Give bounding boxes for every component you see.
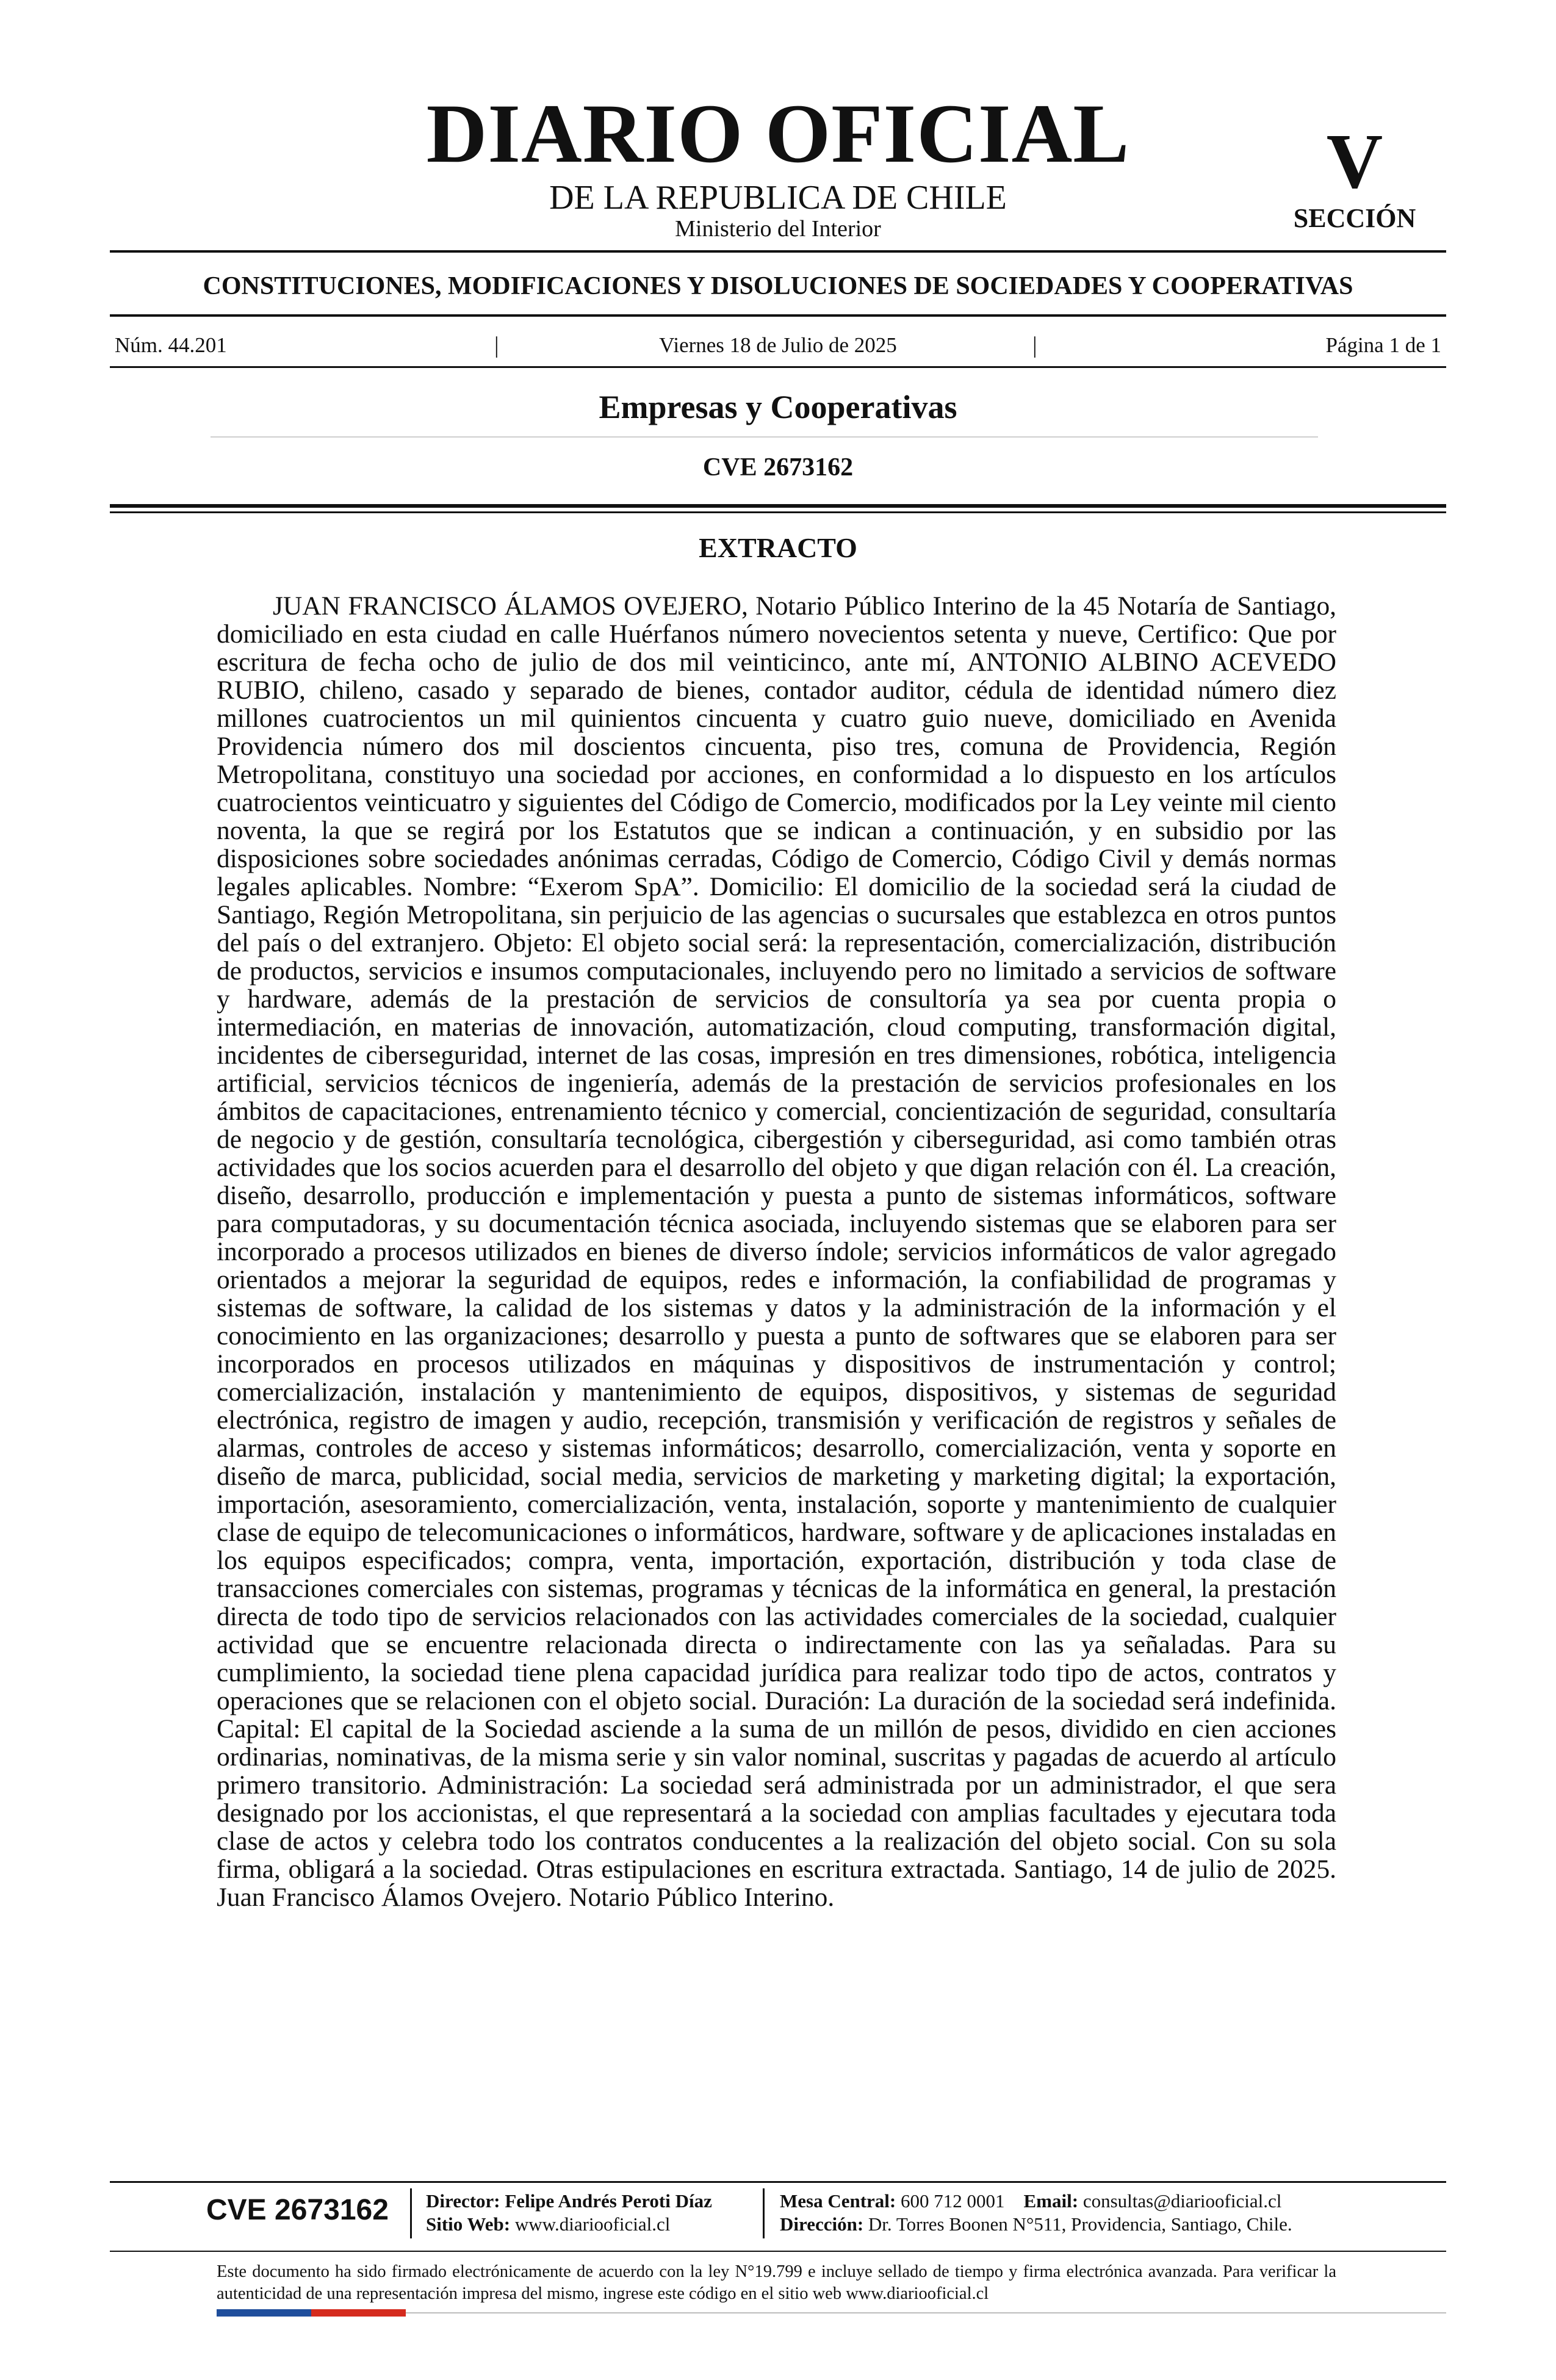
address-label: Dirección: xyxy=(780,2213,864,2235)
issue-rule xyxy=(110,366,1446,368)
section-title-rule xyxy=(211,436,1318,438)
flag-stripe-red xyxy=(311,2309,406,2317)
masthead-ministry: Ministerio del Interior xyxy=(675,216,881,242)
director-label: Director: xyxy=(426,2190,500,2212)
phone-label: Mesa Central: xyxy=(780,2190,896,2212)
category-rule xyxy=(110,314,1446,317)
footer-divider-2 xyxy=(763,2188,765,2238)
extract-heading: EXTRACTO xyxy=(699,532,857,563)
director-name: Felipe Andrés Peroti Díaz xyxy=(505,2190,712,2212)
footer-rule xyxy=(110,2181,1446,2183)
footer-cve-code: CVE 2673162 xyxy=(206,2194,389,2226)
header-double-rule-bottom xyxy=(110,511,1446,513)
issue-separator-2: | xyxy=(1032,333,1037,358)
masthead-subtitle: DE LA REPUBLICA DE CHILE xyxy=(549,179,1007,217)
cve-code: CVE 2673162 xyxy=(702,453,854,481)
flag-baseline xyxy=(406,2312,1446,2313)
footer-director-block xyxy=(426,2190,712,2236)
section-mark xyxy=(1263,118,1446,233)
email-link[interactable]: consultas@diariooficial.cl xyxy=(1082,2190,1282,2212)
masthead-title: DIARIO OFICIAL xyxy=(426,87,1130,180)
phone-number: 600 712 0001 xyxy=(901,2190,1005,2212)
email-label: Email: xyxy=(1023,2190,1079,2212)
section-title: Empresas y Cooperativas xyxy=(599,389,957,425)
section-letter: V xyxy=(1326,118,1383,204)
issue-page: Página 1 de 1 xyxy=(1325,333,1441,357)
signature-note: Este documento ha sido firmado electrónicamente de acuerdo con la ley N°19.799 e incluye sellado de tiempo y firma electrónica avanzada. Para verificar la autenticidad de una representación impresa del mismo, ingrese este código en el sitio web www.diariooficial.cl xyxy=(217,2262,1336,2303)
category-title: CONSTITUCIONES, MODIFICACIONES Y DISOLUCIONES DE SOCIEDADES Y COOPERATIVAS xyxy=(203,272,1353,300)
footer-note-rule xyxy=(110,2251,1446,2252)
header-double-rule-top xyxy=(110,504,1446,508)
issue-separator-1: | xyxy=(494,333,499,358)
website-label: Sitio Web: xyxy=(426,2213,511,2235)
issue-number: Núm. 44.201 xyxy=(115,333,227,357)
address-text: Dr. Torres Boonen N°511, Providencia, Santiago, Chile. xyxy=(868,2213,1292,2235)
flag-stripe-blue xyxy=(217,2309,311,2317)
footer-contact-block xyxy=(780,2190,1292,2236)
issue-info xyxy=(110,333,1446,358)
masthead-rule xyxy=(110,250,1446,253)
section-word: SECCIÓN xyxy=(1293,203,1416,233)
footer-divider-1 xyxy=(410,2188,412,2238)
issue-date: Viernes 18 de Julio de 2025 xyxy=(659,333,897,357)
website-link[interactable]: www.diariooficial.cl xyxy=(514,2213,671,2235)
extract-body: JUAN FRANCISCO ÁLAMOS OVEJERO, Notario Público Interino de la 45 Notaría de Santiago, domiciliado en esta ciudad en calle Huérfanos número novecientos setenta y nueve, Certifico: Que por escritura de fecha ocho de julio de dos mil veinticinco, ante mí, ANTONIO ALBINO ACEVEDO RUBIO, chileno, casado y separado de bienes, contador auditor, cédula de identidad número diez millones cuatrocientos un mil quinientos cincuenta y cuatro guio nueve, domiciliado en Avenida Providencia número dos mil doscientos cincuenta, piso tres, comuna de Providencia, Región Metropolitana, constituyo una sociedad por acciones, en conformidad a lo dispuesto en los artículos cuatrocientos veinticuatro y siguientes del Código de Comercio, modificados por la Ley veinte mil ciento noventa, la que se regirá por los Estatutos que se indican a continuación, y en subsidio por las disposiciones sobre sociedades anónimas cerradas, Código de Comercio, Código Civil y demás normas legales aplicables. Nombre: “Exerom SpA”. Domicilio: El domicilio de la sociedad será la ciudad de Santiago, Región Metropolitana, sin perjuicio de las agencias o sucursales que establezca en otros puntos del país o del extranjero. Objeto: El objeto social será: la representación, comercialización, distribución de productos, servicios e insumos computacionales, incluyendo pero no limitado a servicios de software y hardware, además de la prestación de servicios de consultoría ya sea por cuenta propia o intermediación, en materias de innovación, automatización, cloud computing, transformación digital, incidentes de ciberseguridad, internet de las cosas, impresión en tres dimensiones, robótica, inteligencia artificial, servicios técnicos de ingeniería, además de la prestación de servicios profesionales en los ámbitos de capacitaciones, entrenamiento técnico y comercial, concientización de seguridad, consultaría de negocio y de gestión, consultaría tecnológica, cibergestión y ciberseguridad, asi como también otras actividades que los socios acuerden para el desarrollo del objeto y que digan relación con él. La creación, diseño, desarrollo, producción e implementación y puesta a punto de sistemas informáticos, software para computadoras, y su documentación técnica asociada, incluyendo sistemas que se elaboren para ser incorporado a procesos utilizados en bienes de diverso índole; servicios informáticos de valor agregado orientados a mejorar la seguridad de equipos, redes e información, la confiabilidad de programas y sistemas de software, la calidad de los sistemas y datos y la administración de la información y el conocimiento en las organizaciones; desarrollo y puesta a punto de softwares que se elaboren para ser incorporados en procesos utilizados en máquinas y dispositivos de instrumentación y control; comercialización, instalación y mantenimiento de equipos, dispositivos, y sistemas de seguridad electrónica, registro de imagen y audio, recepción, transmisión y verificación de registros y señales de alarmas, controles de acceso y sistemas informáticos; desarrollo, comercialización, venta y soporte en diseño de marca, publicidad, social media, servicios de marketing y marketing digital; la exportación, importación, asesoramiento, comercialización, venta, instalación, soporte y mantenimiento de cualquier clase de equipo de telecomunicaciones o informáticos, hardware, software y de aplicaciones instaladas en los equipos especificados; compra, venta, importación, exportación, distribución y toda clase de transacciones comerciales con sistemas, programas y técnicas de la informática en general, la prestación directa de todo tipo de servicios relacionados con las actividades comerciales de la sociedad, cualquier actividad que se encuentre relacionada directa o indirectamente con las ya señaladas. Para su cumplimiento, la sociedad tiene plena capacidad jurídica para realizar todo tipo de actos, contratos y operaciones que se relacionen con el objeto social. Duración: La duración de la sociedad será indefinida. Capital: El capital de la Sociedad asciende a la suma de un millón de pesos, dividido en cien acciones ordinarias, nominativas, de la misma serie y sin valor nominal, suscritas y pagadas de acuerdo al artículo primero transitorio. Administración: La sociedad será administrada por un administrador, el que sera designado por los accionistas, el que representará a la sociedad con amplias facultades y ejecutara toda clase de actos y celebra todo los contratos conducentes a la realización del objeto social. Con su sola firma, obligará a la sociedad. Otras estipulaciones en escritura extractada. Santiago, 14 de julio de 2025. Juan Francisco Álamos Ovejero. Notario Público Interino. xyxy=(217,591,1336,1912)
